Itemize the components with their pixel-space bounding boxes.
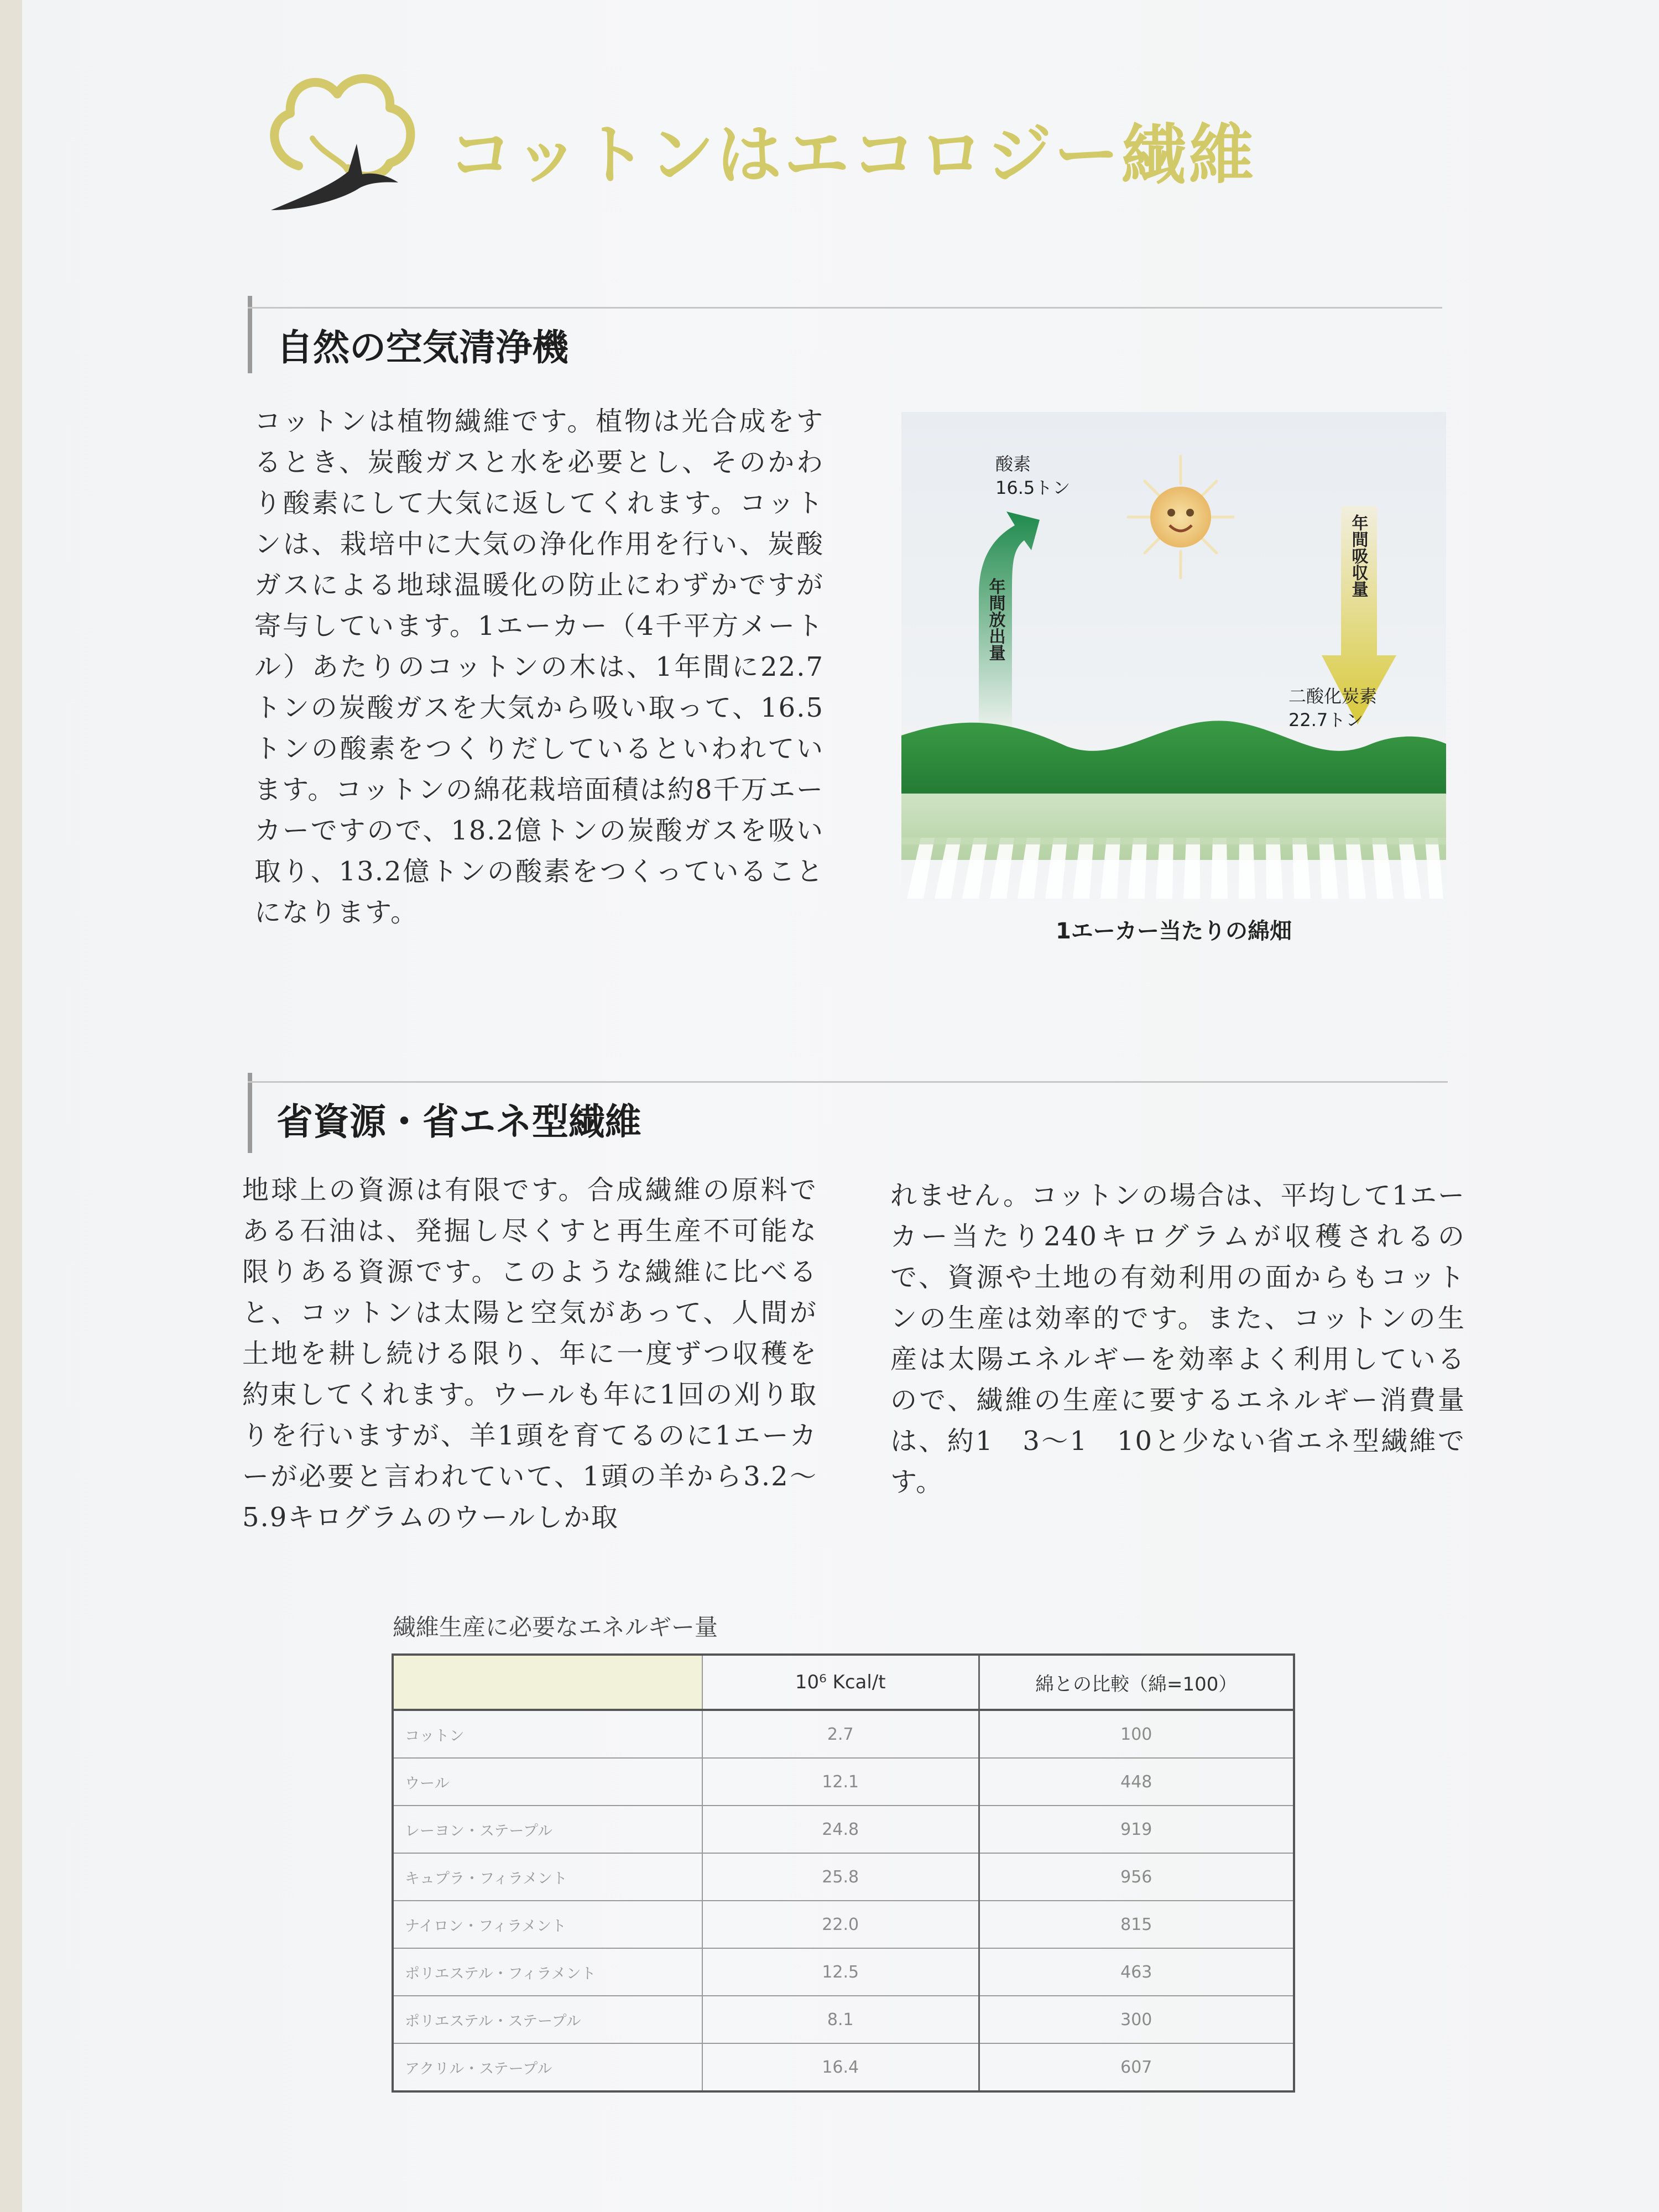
oxygen-amount: 16.5トン (995, 477, 1071, 498)
header-cell-fiber (393, 1655, 702, 1710)
ratio-value: 300 (979, 1996, 1294, 2043)
energy-value: 25.8 (702, 1853, 979, 1901)
table-row (393, 1901, 1294, 1948)
section-1-title: 自然の空気清浄機 (276, 326, 568, 369)
section-2-title: 省資源・省エネ型繊維 (276, 1100, 641, 1143)
cotton-field-diagram (901, 412, 1446, 901)
table-row (393, 1853, 1294, 1901)
ratio-value: 815 (979, 1901, 1294, 1948)
ratio-value: 956 (979, 1853, 1294, 1901)
co2-label: 二酸化炭素 (1288, 686, 1378, 707)
energy-value: 12.5 (702, 1948, 979, 1996)
diagram-caption: 1エーカー当たりの綿畑 (1055, 919, 1292, 944)
absorb-label: 年間吸収量 (1348, 514, 1368, 597)
energy-value: 8.1 (702, 1996, 979, 2043)
table-row (393, 1710, 1294, 1758)
fiber-name: コットン (393, 1710, 702, 1758)
cotton-flower-logo (260, 61, 426, 221)
ratio-value: 607 (979, 2043, 1294, 2091)
fiber-name: ウール (393, 1758, 702, 1806)
energy-value: 2.7 (702, 1710, 979, 1758)
co2-amount: 22.7トン (1288, 709, 1364, 731)
table-row (393, 1996, 1294, 2043)
page-title: コットンはエコロジー繊維 (448, 117, 1256, 193)
energy-value: 22.0 (702, 1901, 979, 1948)
fiber-name: ナイロン・フィラメント (393, 1901, 702, 1948)
section-1-paragraph: コットンは植物繊維です。植物は光合成をするとき、炭酸ガスと水を必要とし、そのかわり酸素にして大気に返してくれます。コットンは、栽培中に大気の浄化作用を行い、炭酸ガスによる地球温暖化の防止にわずかですが寄与しています。1エーカー（4千平方メートル）あたりのコットンの木は、1年間に22.7トンの炭酸ガスを大気から吸い取って、16.5トンの酸素をつくりだしているといわれています。コットンの綿花栽培面積は約8千万エーカーですので、18.2億トンの炭酸ガスを吸い取り、13.2億トンの酸素をつくっていることになります。 (254, 406, 824, 928)
fiber-name: ポリエステル・フィラメント (393, 1948, 702, 1996)
release-label: 年間放出量 (985, 578, 1005, 661)
fiber-name: アクリル・ステープル (393, 2043, 702, 2091)
table-header-row (393, 1655, 1294, 1710)
ratio-value: 463 (979, 1948, 1294, 1996)
table-row (393, 1806, 1294, 1853)
header-cell-ratio: 綿との比較（綿=100） (979, 1655, 1294, 1710)
ratio-value: 100 (979, 1710, 1294, 1758)
ratio-value: 448 (979, 1758, 1294, 1806)
table-caption: 繊維生産に必要なエネルギー量 (393, 1614, 718, 1641)
energy-value: 16.4 (702, 2043, 979, 2091)
section-2-column-2: れません。コットンの場合は、平均して1エーカー当たり240キログラムが収穫されるので、資源や土地の有効利用の面からもコットンの生産は効率的です。また、コットンの生産は太陽エネルギーを効率よく利用しているので、繊維の生産に要するエネルギー消費量は、約1 3〜1 10と少ない省エネ型繊維です。 (890, 1180, 1465, 1498)
oxygen-label: 酸素 (995, 453, 1031, 474)
document-page (22, 0, 1659, 2212)
section-1-rule (248, 307, 1442, 309)
ratio-value: 919 (979, 1806, 1294, 1853)
table-row (393, 1948, 1294, 1996)
energy-table (392, 1653, 1295, 2093)
section-2-header-bar (248, 1073, 252, 1153)
fiber-name: ポリエステル・ステープル (393, 1996, 702, 2043)
table-row (393, 1758, 1294, 1806)
fiber-name: キュプラ・フィラメント (393, 1853, 702, 1901)
energy-value: 24.8 (702, 1806, 979, 1853)
section-2-rule (248, 1081, 1448, 1083)
header-cell-energy: 10⁶ Kcal/t (702, 1655, 979, 1710)
table-row (393, 2043, 1294, 2091)
energy-value: 12.1 (702, 1758, 979, 1806)
fiber-name: レーヨン・ステープル (393, 1806, 702, 1853)
section-2-column-1: 地球上の資源は有限です。合成繊維の原料である石油は、発掘し尽くすと再生産不可能な限りある資源です。このような繊維に比べると、コットンは太陽と空気があって、人間が土地を耕し続ける限り、年に一度ずつ収穫を約束してくれます。ウールも年に1回の刈り取りを行いますが、羊1頭を育てるのに1エーカーが必要と言われていて、1頭の羊から3.2〜5.9キログラムのウールしか取 (242, 1175, 817, 1533)
